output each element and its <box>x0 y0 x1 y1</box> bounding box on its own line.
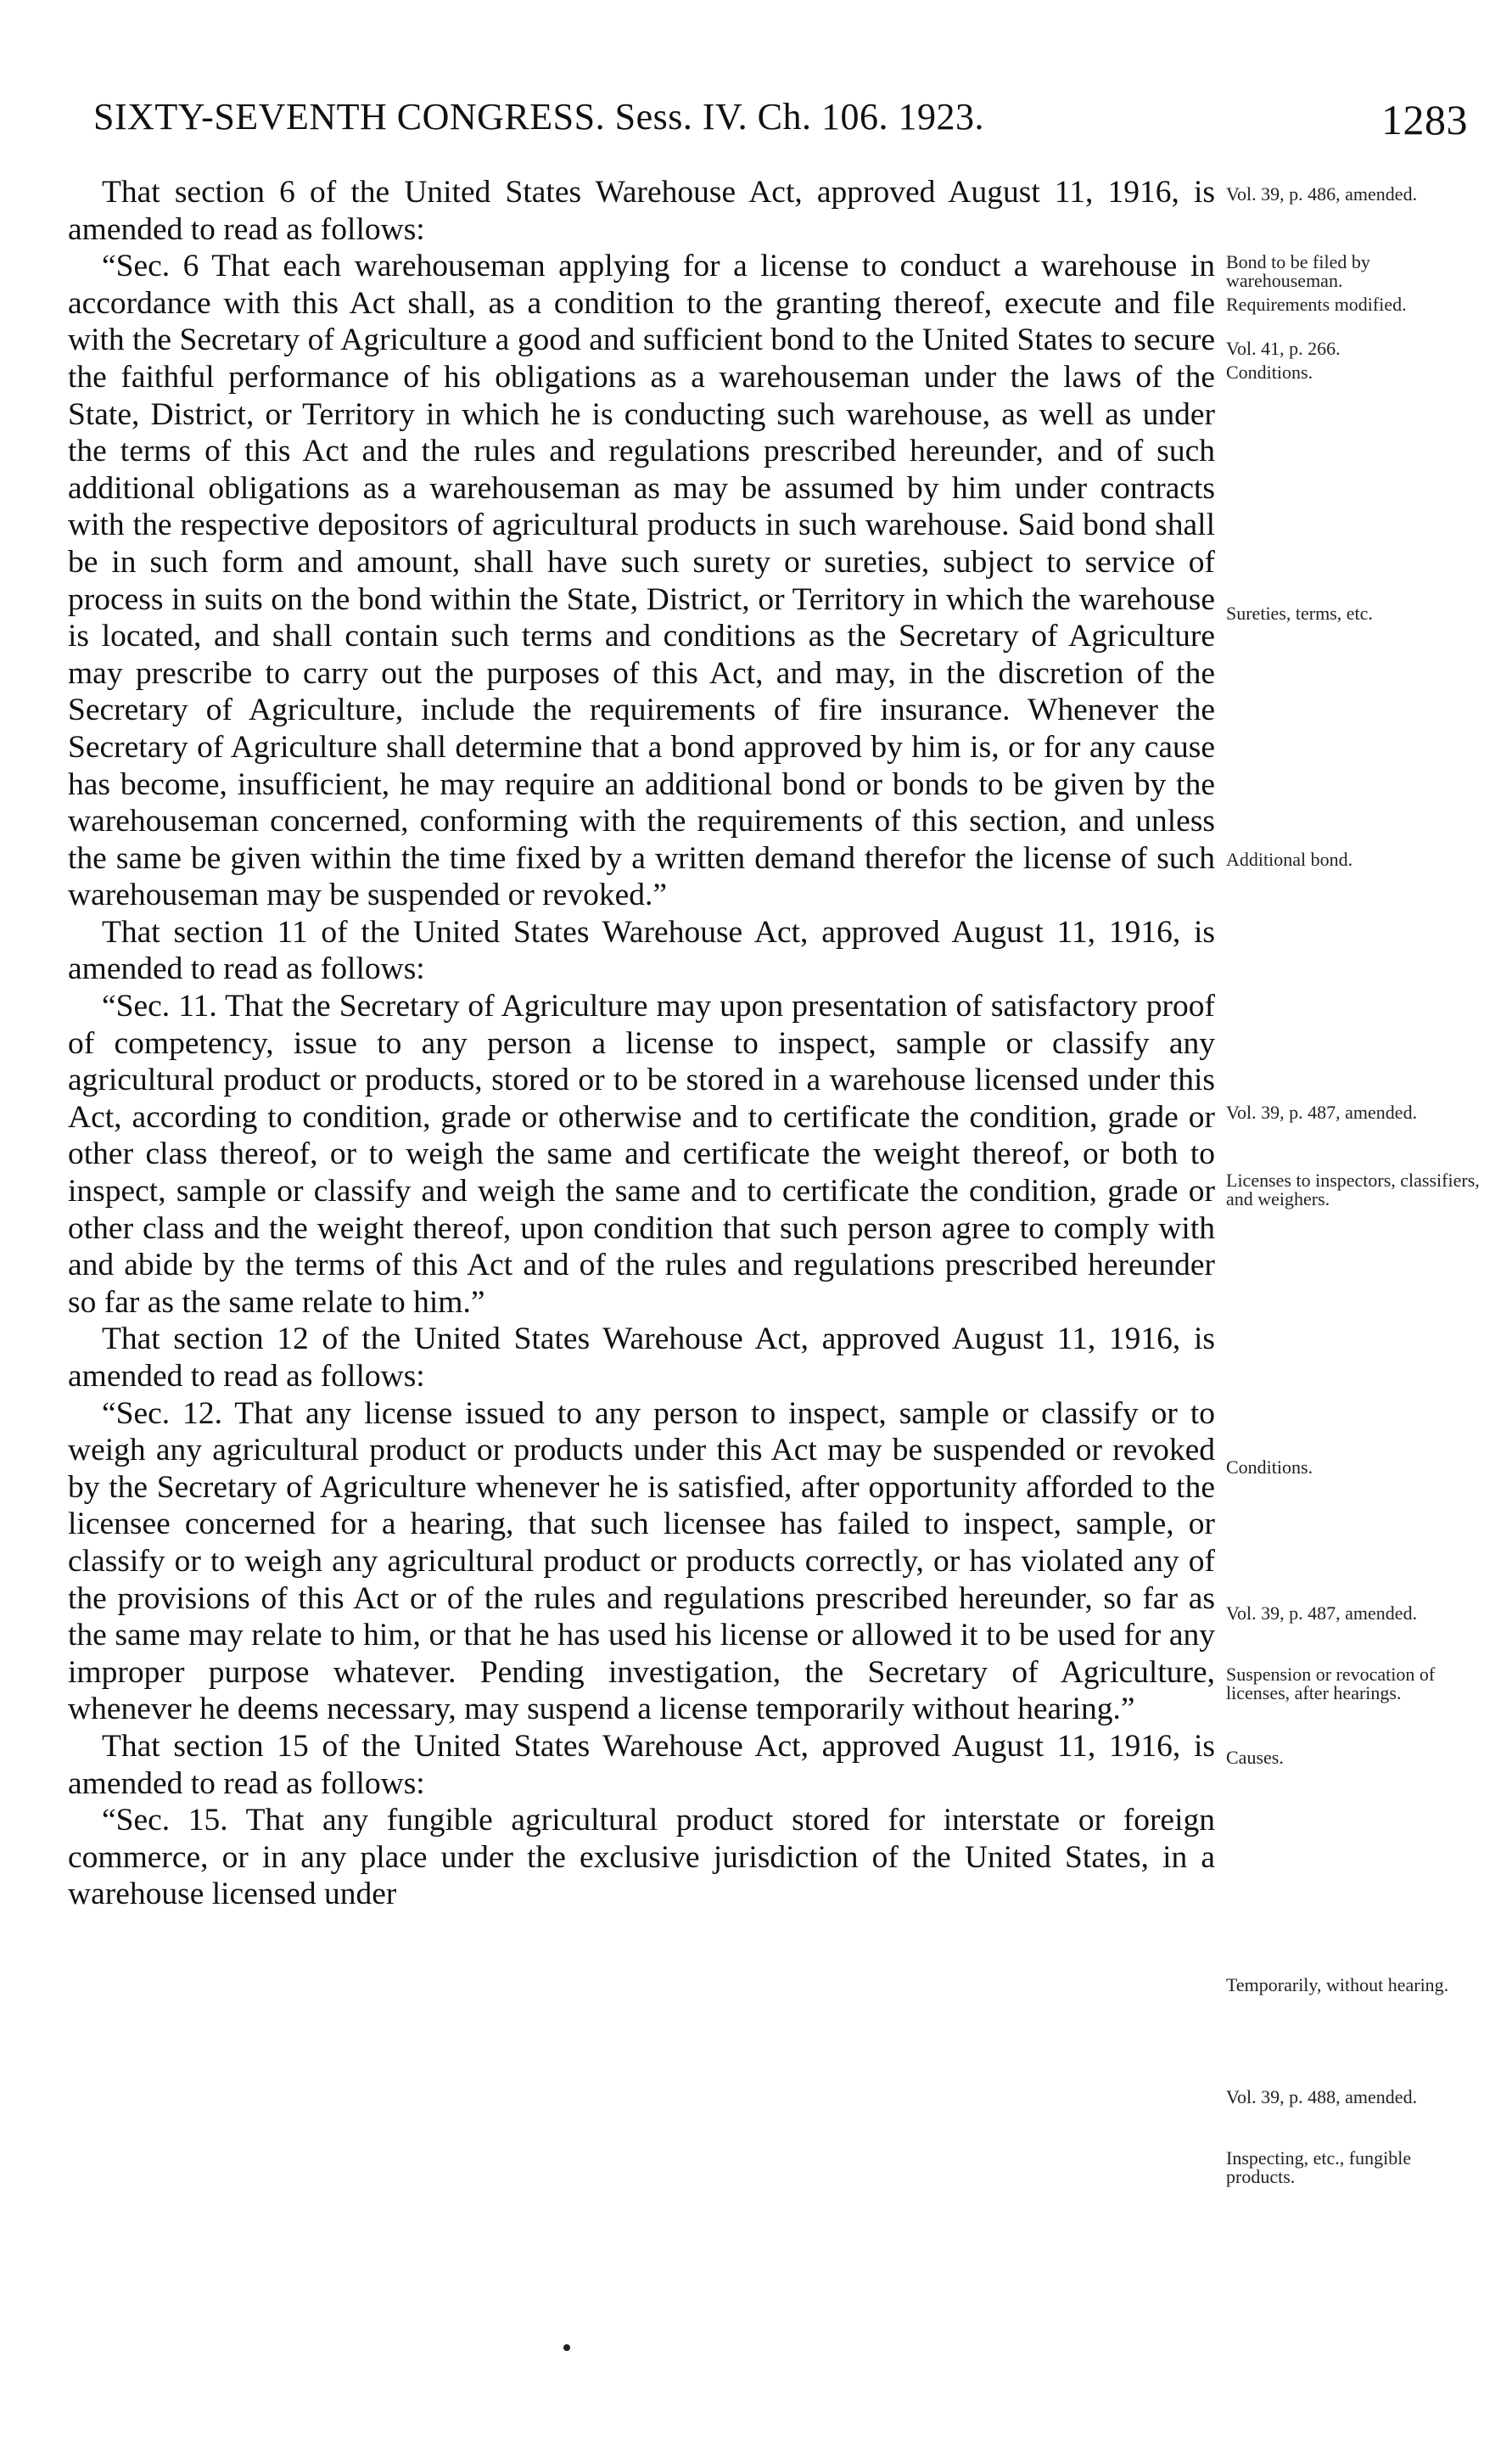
paragraph-sec15-text: “Sec. 15. That any fungible agricultural product stored for interstate or foreign commerce, or in any place under the exclusive jurisdiction of the United States, in a warehouse licensed under <box>68 1803 1215 1912</box>
page-dot <box>563 2344 570 2351</box>
margin-note: Additional bond. <box>1226 849 1353 870</box>
margin-note: Vol. 39, p. 487, amended. <box>1226 1102 1418 1123</box>
margin-note: Sureties, terms, etc. <box>1226 603 1373 624</box>
margin-note: Temporarily, without hearing. <box>1226 1974 1449 1995</box>
paragraph-sec11-text: “Sec. 11. That the Secretary of Agriculture may upon presentation of satisfactory proof of competency, issue to any person a license to inspect, sample or classify any agricultural product or products, stored or to be stored in a warehouse licensed under this Act, according to condition, grade or otherwise and to certificate the condition, grade or other class thereof, or to weigh the same and certificate the weight thereof, or both to inspect, sample or classify and weigh the same and to certificate the condition, grade or other class and the weight thereof, upon condition that such person agree to comply with and abide by the terms of this Act and of the rules and regulations prescribed hereunder so far as the same relate to him.” <box>68 989 1215 1320</box>
margin-note: Inspecting, etc., fungible products. <box>1226 2147 1412 2187</box>
margin-note: Bond to be filed by warehouseman. <box>1226 251 1370 291</box>
margin-note: Vol. 39, p. 488, amended. <box>1226 2086 1418 2107</box>
margin-note: Vol. 41, p. 266. <box>1226 338 1341 359</box>
margin-note: Conditions. <box>1226 1456 1313 1478</box>
header-title: SIXTY-SEVENTH CONGRESS. Sess. IV. Ch. 106. 1923. <box>93 96 984 137</box>
paragraph-sec11-intro: That section 11 of the United States Warehouse Act, approved August 11, 1916, is amended to read as follows: <box>68 914 1215 987</box>
paragraph-sec12-intro: That section 12 of the United States Warehouse Act, approved August 11, 1916, is amended to read as follows: <box>68 1322 1215 1394</box>
margin-note: Suspension or revocation of licenses, after hearings. <box>1226 1664 1436 1703</box>
margin-note: Vol. 39, p. 486, amended. <box>1226 183 1418 205</box>
margin-note: Requirements modified. <box>1226 294 1407 315</box>
paragraph-sec12-text: “Sec. 12. That any license issued to any person to inspect, sample or classify or to weigh any agricultural product or products under this Act may be suspended or revoked by the Secretary of Agriculture whenever he is satisfied, after opportunity afforded to the licensee concerned for a hearing, that such licensee has failed to inspect, sample, or classify or to weigh any agricultural product or products correctly, or has violated any of the provisions of this Act or of the rules and regulations prescribed hereunder, so far as the same may relate to him, or that he has used his license or allowed it to be used for any improper purpose whatever. Pending investigation, the Secretary of Agriculture, whenever he deems necessary, may suspend a license temporarily without hearing.” <box>68 1395 1215 1727</box>
margin-note: Licenses to inspectors, classifiers, and weighers. <box>1226 1170 1480 1209</box>
running-header <box>93 95 1468 146</box>
margin-note: Causes. <box>1226 1747 1284 1768</box>
paragraph-sec15-intro: That section 15 of the United States Warehouse Act, approved August 11, 1916, is amended to read as follows: <box>68 1728 1215 1801</box>
page-number: 1283 <box>1381 96 1468 143</box>
margin-note: Vol. 39, p. 487, amended. <box>1226 1602 1418 1624</box>
paragraph-sec6-text: “Sec. 6 That each warehouseman applying for a license to conduct a warehouse in accordance with this Act shall, as a condition to the granting thereof, execute and file with the Secretary of Agriculture a good and sufficient bond to the United States to secure the faithful performance of his obligations as a warehouseman under the laws of the State, District, or Territory in which he is conducting such warehouse, as well as under the terms of this Act and the rules and regulations prescribed hereunder, and of such additional obligations as a warehouseman as may be assumed by him under contracts with the respective depositors of agricultural products in such warehouse. Said bond shall be in such form and amount, shall have such surety or sureties, subject to service of process in suits on the bond within the State, District, or Territory in which the warehouse is located, and shall contain such terms and conditions as the Secretary of Agriculture may prescribe to carry out the purposes of this Act, and may, in the discretion of the Secretary of Agriculture, include the requirements of fire insurance. Whenever the Secretary of Agriculture shall determine that a bond approved by him is, or for any cause has become, insufficient, he may require an additional bond or bonds to be given by the warehouseman concerned, conforming with the requirements of this section, and unless the same be given within the time fixed by a written demand therefor the license of such warehouseman may be suspended or revoked.” <box>68 249 1215 913</box>
margin-note: Conditions. <box>1226 362 1313 383</box>
body-text <box>68 174 1215 1913</box>
paragraph-sec6-intro: That section 6 of the United States Warehouse Act, approved August 11, 1916, is amended to read as follows: <box>68 175 1215 247</box>
